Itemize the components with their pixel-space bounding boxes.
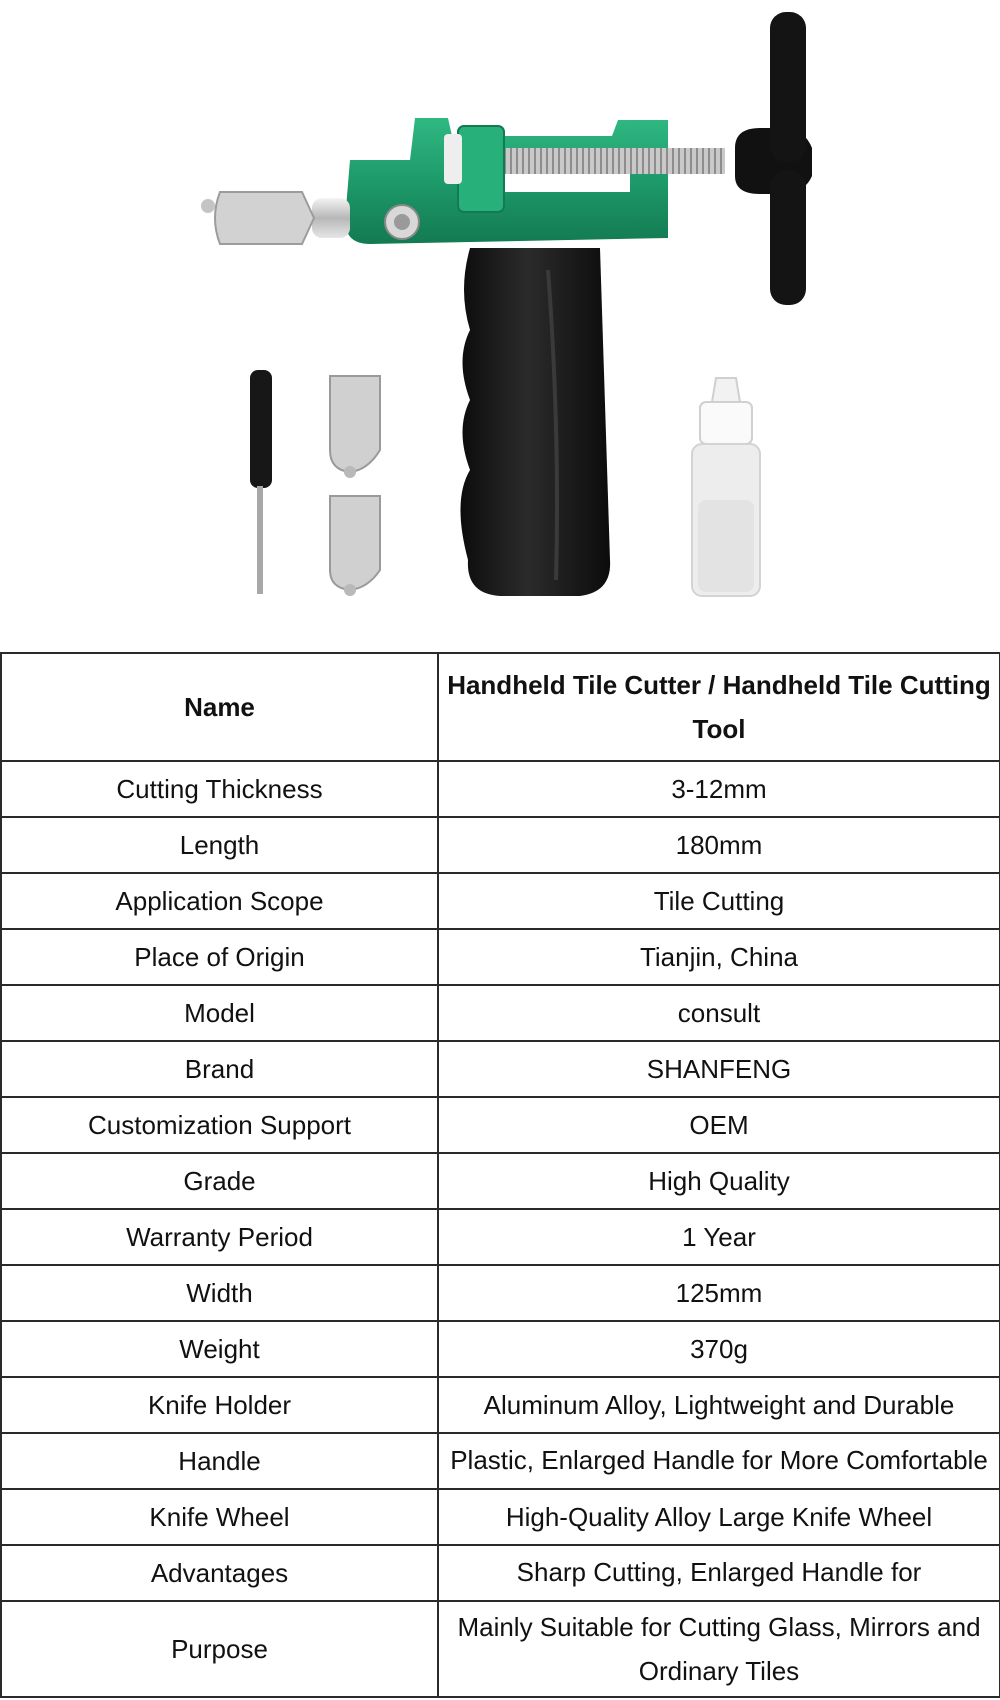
spec-label: Length <box>1 817 438 873</box>
spec-value: Sharp Cutting, Enlarged Handle for <box>438 1545 1000 1601</box>
spec-table <box>0 652 999 1698</box>
spec-value: High-Quality Alloy Large Knife Wheel <box>438 1489 1000 1545</box>
spec-value: 1 Year <box>438 1209 1000 1265</box>
spec-label: Advantages <box>1 1545 438 1601</box>
spec-row <box>1 873 1000 929</box>
spec-label: Knife Wheel <box>1 1489 438 1545</box>
spec-label: Brand <box>1 1041 438 1097</box>
spec-label: Knife Holder <box>1 1377 438 1433</box>
spec-row <box>1 1489 1000 1545</box>
spec-value: 125mm <box>438 1265 1000 1321</box>
spec-label: Handle <box>1 1433 438 1489</box>
spec-label: Model <box>1 985 438 1041</box>
spec-label: Purpose <box>1 1601 438 1697</box>
spare-blade-bottom <box>330 496 380 596</box>
spec-label: Application Scope <box>1 873 438 929</box>
spec-value: Tile Cutting <box>438 873 1000 929</box>
spec-value: Tianjin, China <box>438 929 1000 985</box>
spec-label: Warranty Period <box>1 1209 438 1265</box>
spec-label: Width <box>1 1265 438 1321</box>
spec-value: Plastic, Enlarged Handle for More Comfortable <box>438 1433 1000 1489</box>
spec-label: Place of Origin <box>1 929 438 985</box>
spec-value: 370g <box>438 1321 1000 1377</box>
spec-header-row <box>1 653 1000 761</box>
spec-label: Customization Support <box>1 1097 438 1153</box>
spec-row <box>1 761 1000 817</box>
spec-row <box>1 1433 1000 1489</box>
spec-label: Cutting Thickness <box>1 761 438 817</box>
spec-row <box>1 1041 1000 1097</box>
spec-row <box>1 817 1000 873</box>
spec-value: OEM <box>438 1097 1000 1153</box>
spec-row <box>1 1601 1000 1697</box>
spec-value: Mainly Suitable for Cutting Glass, Mirrors and Ordinary Tiles <box>438 1601 1000 1697</box>
spec-row <box>1 985 1000 1041</box>
spec-row <box>1 1321 1000 1377</box>
spare-blade-top <box>330 376 380 478</box>
spec-label: Grade <box>1 1153 438 1209</box>
spec-value: High Quality <box>438 1153 1000 1209</box>
spec-row <box>1 1209 1000 1265</box>
spec-header-value: Handheld Tile Cutter / Handheld Tile Cutting Tool <box>438 653 1000 761</box>
spec-label: Weight <box>1 1321 438 1377</box>
spec-row <box>1 1265 1000 1321</box>
spec-value: 180mm <box>438 817 1000 873</box>
spec-row <box>1 1545 1000 1601</box>
spec-value: Aluminum Alloy, Lightweight and Durable <box>438 1377 1000 1433</box>
spec-header-label: Name <box>1 653 438 761</box>
product-photo <box>0 0 1000 640</box>
spec-row <box>1 929 1000 985</box>
spec-row <box>1 1153 1000 1209</box>
spec-value: consult <box>438 985 1000 1041</box>
spec-row <box>1 1097 1000 1153</box>
spec-value: SHANFENG <box>438 1041 1000 1097</box>
oil-bottle <box>692 378 760 596</box>
spec-value: 3-12mm <box>438 761 1000 817</box>
screwdriver <box>250 370 272 594</box>
spec-row <box>1 1377 1000 1433</box>
